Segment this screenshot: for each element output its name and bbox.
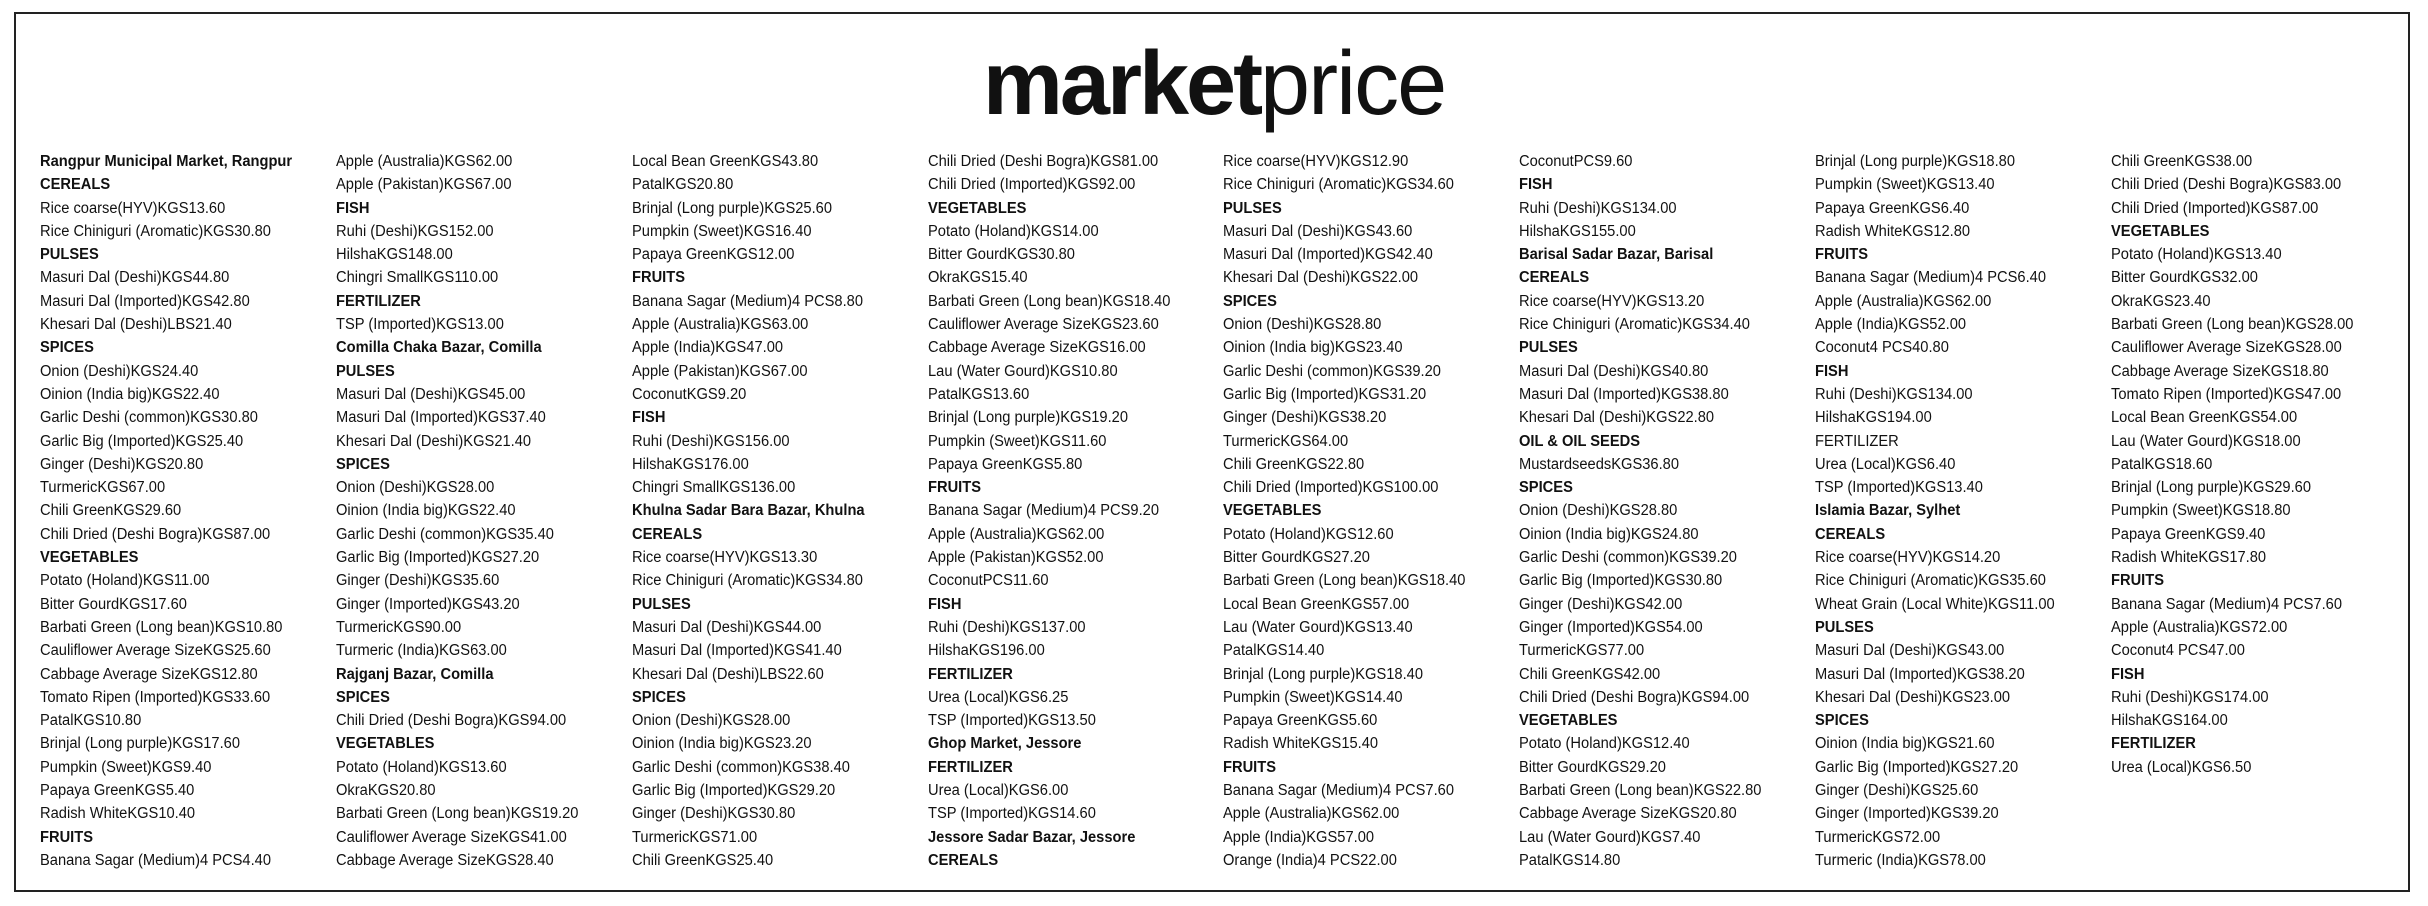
category-heading: SPICES xyxy=(1519,479,1573,497)
market-heading: Rajganj Bazar, Comilla xyxy=(336,665,494,683)
price-entry: Garlic Big (Imported)KGS25.40 xyxy=(40,432,244,450)
category-heading: CEREALS xyxy=(40,176,111,194)
price-entry: Khesari Dal (Deshi)KGS22.80 xyxy=(1519,409,1715,427)
price-entry: OkraKGS20.80 xyxy=(336,782,436,800)
price-entry: Ginger (Deshi)KGS20.80 xyxy=(40,455,204,473)
price-entry: Banana Sagar (Medium)4 PCS8.80 xyxy=(632,292,864,310)
price-entry: HilshaKGS194.00 xyxy=(1815,409,1932,427)
price-entry: Chili GreenKGS42.00 xyxy=(1519,665,1661,683)
price-entry: Masuri Dal (Deshi)KGS45.00 xyxy=(336,385,526,403)
price-entry: Radish WhiteKGS12.80 xyxy=(1815,222,1971,240)
price-entry: Urea (Local)KGS6.25 xyxy=(928,688,1069,706)
price-entry: Ruhi (Deshi)KGS134.00 xyxy=(1815,385,1973,403)
price-entry: Barbati Green (Long bean)KGS22.80 xyxy=(1519,782,1762,800)
price-entry: Brinjal (Long purple)KGS18.40 xyxy=(1223,665,1424,683)
price-entry: TurmericKGS64.00 xyxy=(1223,432,1349,450)
price-entry: CoconutPCS11.60 xyxy=(928,572,1049,590)
category-heading: PULSES xyxy=(336,362,395,380)
price-entry: Rice coarse(HYV)KGS13.30 xyxy=(632,549,818,567)
category-heading: OIL & OIL SEEDS xyxy=(1519,432,1641,450)
category-heading: CEREALS xyxy=(1815,525,1886,543)
market-heading: Comilla Chaka Bazar, Comilla xyxy=(336,339,542,357)
market-heading: Islamia Bazar, Sylhet xyxy=(1815,502,1961,520)
price-entry: HilshaKGS196.00 xyxy=(928,642,1045,660)
price-entry: Cauliflower Average SizeKGS25.60 xyxy=(40,642,271,660)
price-entry: Garlic Big (Imported)KGS29.20 xyxy=(632,782,836,800)
category-heading: FISH xyxy=(2111,665,2145,683)
category-heading: FRUITS xyxy=(2111,572,2165,590)
category-heading: FISH xyxy=(336,199,370,217)
price-entry: Chili Dried (Imported)KGS100.00 xyxy=(1223,479,1439,497)
price-entry: Ginger (Imported)KGS43.20 xyxy=(336,595,520,613)
price-entry: Masuri Dal (Imported)KGS42.80 xyxy=(40,292,250,310)
price-entry: Apple (Pakistan)KGS52.00 xyxy=(928,549,1104,567)
category-heading: FISH xyxy=(928,595,962,613)
price-entry: Bitter GourdKGS17.60 xyxy=(40,595,187,613)
price-entry: Lau (Water Gourd)KGS13.40 xyxy=(1223,618,1413,636)
price-entry: Urea (Local)KGS6.00 xyxy=(928,782,1069,800)
price-entry: Onion (Deshi)KGS28.00 xyxy=(336,479,495,497)
price-entry: HilshaKGS148.00 xyxy=(336,246,453,264)
market-heading: Rangpur Municipal Market, Rangpur xyxy=(40,153,293,170)
price-entry: MustardseedsKGS36.80 xyxy=(1519,455,1680,473)
price-entry: Coconut4 PCS40.80 xyxy=(1815,339,1949,357)
price-entry: Onion (Deshi)KGS28.80 xyxy=(1519,502,1678,520)
price-entry: Banana Sagar (Medium)4 PCS9.20 xyxy=(928,502,1160,520)
price-entry: Bitter GourdKGS27.20 xyxy=(1223,549,1370,567)
title-light-part: price xyxy=(1260,34,1446,134)
price-entry: Apple (Australia)KGS62.00 xyxy=(928,525,1105,543)
price-entry: Rice coarse(HYV)KGS13.20 xyxy=(1519,292,1705,310)
price-entry: Apple (Australia)KGS62.00 xyxy=(1815,292,1992,310)
price-entry: Khesari Dal (Deshi)LBS21.40 xyxy=(40,316,232,334)
price-entry: Apple (Australia)KGS72.00 xyxy=(2111,618,2288,636)
market-heading: Khulna Sadar Bara Bazar, Khulna xyxy=(632,502,865,520)
price-entry: Ruhi (Deshi)KGS152.00 xyxy=(336,222,494,240)
price-entry: Wheat Grain (Local White)KGS11.00 xyxy=(1815,595,2055,613)
category-heading: FRUITS xyxy=(1815,246,1869,264)
category-heading: FISH xyxy=(1519,176,1553,194)
price-entry: Ginger (Imported)KGS39.20 xyxy=(1815,805,1999,823)
price-entry: Pumpkin (Sweet)KGS18.80 xyxy=(2111,502,2291,520)
category-heading: VEGETABLES xyxy=(40,549,139,567)
price-entry: Brinjal (Long purple)KGS29.60 xyxy=(2111,479,2312,497)
price-entry: Ginger (Deshi)KGS35.60 xyxy=(336,572,500,590)
price-column xyxy=(1815,150,2105,872)
price-entry: Brinjal (Long purple)KGS19.20 xyxy=(928,409,1129,427)
price-entry: Masuri Dal (Deshi)KGS40.80 xyxy=(1519,362,1709,380)
price-entry: Masuri Dal (Imported)KGS42.40 xyxy=(1223,246,1433,264)
price-column xyxy=(1519,150,1809,872)
price-entry: Ginger (Imported)KGS54.00 xyxy=(1519,618,1703,636)
price-entry: Barbati Green (Long bean)KGS18.40 xyxy=(928,292,1171,310)
price-entry: Chili Dried (Deshi Bogra)KGS83.00 xyxy=(2111,176,2342,194)
price-entry: Urea (Local)KGS6.50 xyxy=(2111,758,2252,776)
price-entry: Brinjal (Long purple)KGS17.60 xyxy=(40,735,241,753)
category-heading: PULSES xyxy=(1815,618,1874,636)
price-entry: PatalKGS10.80 xyxy=(40,712,142,730)
price-entry: Chili Dried (Deshi Bogra)KGS87.00 xyxy=(40,525,271,543)
price-entry: Papaya GreenKGS5.60 xyxy=(1223,712,1378,730)
price-entry: Potato (Holand)KGS13.60 xyxy=(336,758,507,776)
price-entry: Barbati Green (Long bean)KGS18.40 xyxy=(1223,572,1466,590)
price-entry: Local Bean GreenKGS54.00 xyxy=(2111,409,2298,427)
price-entry: Cabbage Average SizeKGS18.80 xyxy=(2111,362,2329,380)
price-entry: Bitter GourdKGS29.20 xyxy=(1519,758,1666,776)
price-entry: Khesari Dal (Deshi)LBS22.60 xyxy=(632,665,824,683)
price-entry: Garlic Big (Imported)KGS27.20 xyxy=(336,549,540,567)
price-entry: Pumpkin (Sweet)KGS11.60 xyxy=(928,432,1107,450)
price-entry: Coconut4 PCS47.00 xyxy=(2111,642,2245,660)
category-heading: FRUITS xyxy=(1223,758,1277,776)
price-entry: Masuri Dal (Imported)KGS37.40 xyxy=(336,409,546,427)
category-heading: FERTILIZER xyxy=(2111,735,2196,753)
price-entry: Cabbage Average SizeKGS28.40 xyxy=(336,851,554,869)
price-entry: Ruhi (Deshi)KGS174.00 xyxy=(2111,688,2269,706)
price-entry: Banana Sagar (Medium)4 PCS7.60 xyxy=(2111,595,2343,613)
price-entry: Ruhi (Deshi)KGS134.00 xyxy=(1519,199,1677,217)
category-heading: PULSES xyxy=(632,595,691,613)
price-entry: Chili GreenKGS22.80 xyxy=(1223,455,1365,473)
price-entry: PatalKGS13.60 xyxy=(928,385,1030,403)
price-entry: Barbati Green (Long bean)KGS19.20 xyxy=(336,805,579,823)
price-entry: Rice Chiniguri (Aromatic)KGS34.60 xyxy=(1223,176,1454,194)
price-entry: Masuri Dal (Deshi)KGS44.80 xyxy=(40,269,230,287)
price-entry: Potato (Holand)KGS14.00 xyxy=(928,222,1099,240)
price-entry: Bitter GourdKGS30.80 xyxy=(928,246,1075,264)
page-title xyxy=(0,34,2428,134)
category-heading: FRUITS xyxy=(928,479,982,497)
price-entry: Rice coarse(HYV)KGS12.90 xyxy=(1223,153,1409,170)
category-heading: SPICES xyxy=(1815,712,1869,730)
price-entry: Oinion (India big)KGS24.80 xyxy=(1519,525,1699,543)
price-entry: Ginger (Deshi)KGS30.80 xyxy=(632,805,796,823)
price-column xyxy=(632,150,922,872)
market-heading: Jessore Sadar Bazar, Jessore xyxy=(928,828,1136,846)
price-entry: Chili Dried (Deshi Bogra)KGS94.00 xyxy=(336,712,567,730)
price-entry: Apple (Australia)KGS63.00 xyxy=(632,316,809,334)
market-heading: Ghop Market, Jessore xyxy=(928,735,1082,753)
price-entry: Potato (Holand)KGS12.60 xyxy=(1223,525,1394,543)
price-entry: Lau (Water Gourd)KGS18.00 xyxy=(2111,432,2301,450)
price-entry: Chili GreenKGS29.60 xyxy=(40,502,182,520)
price-entry: Apple (Pakistan)KGS67.00 xyxy=(632,362,808,380)
price-entry: PatalKGS14.80 xyxy=(1519,851,1621,869)
price-entry: Garlic Big (Imported)KGS31.20 xyxy=(1223,385,1427,403)
price-entry: Pumpkin (Sweet)KGS9.40 xyxy=(40,758,212,776)
price-entry: Garlic Deshi (common)KGS35.40 xyxy=(336,525,554,543)
price-entry: TurmericKGS90.00 xyxy=(336,618,462,636)
price-entry: Cabbage Average SizeKGS16.00 xyxy=(928,339,1146,357)
price-entry: Brinjal (Long purple)KGS25.60 xyxy=(632,199,833,217)
price-column xyxy=(40,150,330,872)
price-entry: Rice Chiniguri (Aromatic)KGS35.60 xyxy=(1815,572,2046,590)
price-entry: TurmericKGS72.00 xyxy=(1815,828,1941,846)
price-entry: TurmericKGS77.00 xyxy=(1519,642,1645,660)
price-columns xyxy=(40,150,2400,880)
price-entry: Ginger (Deshi)KGS38.20 xyxy=(1223,409,1387,427)
category-heading: VEGETABLES xyxy=(1519,712,1618,730)
price-entry: Oinion (India big)KGS22.40 xyxy=(40,385,220,403)
price-entry: Masuri Dal (Imported)KGS38.80 xyxy=(1519,385,1729,403)
category-heading: PULSES xyxy=(40,246,99,264)
price-entry: PatalKGS20.80 xyxy=(632,176,734,194)
price-entry: Papaya GreenKGS5.80 xyxy=(928,455,1083,473)
category-heading: PULSES xyxy=(1519,339,1578,357)
price-entry: PatalKGS14.40 xyxy=(1223,642,1325,660)
price-entry: TSP (Imported)KGS13.40 xyxy=(1815,479,1983,497)
price-entry: Banana Sagar (Medium)4 PCS7.60 xyxy=(1223,782,1455,800)
price-entry: TurmericKGS67.00 xyxy=(40,479,166,497)
category-heading: VEGETABLES xyxy=(2111,222,2210,240)
price-entry: TurmericKGS71.00 xyxy=(632,828,758,846)
price-entry: Papaya GreenKGS5.40 xyxy=(40,782,195,800)
price-entry: Pumpkin (Sweet)KGS14.40 xyxy=(1223,688,1403,706)
price-entry: Bitter GourdKGS32.00 xyxy=(2111,269,2258,287)
price-entry: Apple (Australia)KGS62.00 xyxy=(336,153,513,170)
price-entry: HilshaKGS164.00 xyxy=(2111,712,2228,730)
price-entry: Onion (Deshi)KGS24.40 xyxy=(40,362,199,380)
price-entry: PatalKGS18.60 xyxy=(2111,455,2213,473)
price-entry: Tomato Ripen (Imported)KGS47.00 xyxy=(2111,385,2342,403)
price-entry: Ginger (Deshi)KGS25.60 xyxy=(1815,782,1979,800)
category-heading: FISH xyxy=(632,409,666,427)
price-entry: Khesari Dal (Deshi)KGS21.40 xyxy=(336,432,532,450)
price-entry: Garlic Big (Imported)KGS30.80 xyxy=(1519,572,1723,590)
price-entry: Local Bean GreenKGS57.00 xyxy=(1223,595,1410,613)
price-entry: Masuri Dal (Imported)KGS38.20 xyxy=(1815,665,2025,683)
price-entry: Apple (Australia)KGS62.00 xyxy=(1223,805,1400,823)
price-entry: Onion (Deshi)KGS28.00 xyxy=(632,712,791,730)
price-column xyxy=(336,150,626,872)
price-entry: Chili GreenKGS25.40 xyxy=(632,851,774,869)
category-heading: SPICES xyxy=(336,688,390,706)
price-entry: Cauliflower Average SizeKGS41.00 xyxy=(336,828,567,846)
price-entry: Khesari Dal (Deshi)KGS23.00 xyxy=(1815,688,2011,706)
category-heading: VEGETABLES xyxy=(336,735,435,753)
price-entry: Potato (Holand)KGS11.00 xyxy=(40,572,210,590)
price-entry: HilshaKGS176.00 xyxy=(632,455,749,473)
price-entry: Rice Chiniguri (Aromatic)KGS34.40 xyxy=(1519,316,1750,334)
price-entry: Garlic Deshi (common)KGS38.40 xyxy=(632,758,850,776)
category-heading: FERTILIZER xyxy=(928,758,1013,776)
price-column xyxy=(1223,150,1513,872)
price-entry: Rice Chiniguri (Aromatic)KGS30.80 xyxy=(40,222,271,240)
price-entry: FERTILIZER xyxy=(1815,432,1899,450)
price-entry: Rice Chiniguri (Aromatic)KGS34.80 xyxy=(632,572,863,590)
price-entry: Garlic Deshi (common)KGS39.20 xyxy=(1223,362,1441,380)
price-entry: Cabbage Average SizeKGS12.80 xyxy=(40,665,258,683)
category-heading: FRUITS xyxy=(40,828,94,846)
price-entry: CoconutPCS9.60 xyxy=(1519,153,1633,170)
price-entry: Garlic Big (Imported)KGS27.20 xyxy=(1815,758,2019,776)
category-heading: CEREALS xyxy=(928,851,999,869)
price-entry: Chili Dried (Imported)KGS87.00 xyxy=(2111,199,2319,217)
price-entry: Papaya GreenKGS6.40 xyxy=(1815,199,1970,217)
price-entry: OkraKGS15.40 xyxy=(928,269,1028,287)
price-entry: Garlic Deshi (common)KGS30.80 xyxy=(40,409,258,427)
price-entry: Onion (Deshi)KGS28.80 xyxy=(1223,316,1382,334)
category-heading: VEGETABLES xyxy=(928,199,1027,217)
price-entry: Masuri Dal (Imported)KGS41.40 xyxy=(632,642,842,660)
category-heading: PULSES xyxy=(1223,199,1282,217)
price-entry: Apple (Pakistan)KGS67.00 xyxy=(336,176,512,194)
price-entry: Ruhi (Deshi)KGS156.00 xyxy=(632,432,790,450)
category-heading: FRUITS xyxy=(632,269,686,287)
price-entry: Cauliflower Average SizeKGS28.00 xyxy=(2111,339,2342,357)
price-column xyxy=(2111,150,2401,779)
price-entry: Radish WhiteKGS17.80 xyxy=(2111,549,2267,567)
price-entry: Khesari Dal (Deshi)KGS22.00 xyxy=(1223,269,1419,287)
price-entry: Masuri Dal (Deshi)KGS44.00 xyxy=(632,618,822,636)
price-entry: Masuri Dal (Deshi)KGS43.60 xyxy=(1223,222,1413,240)
price-column xyxy=(928,150,1218,872)
price-entry: Cabbage Average SizeKGS20.80 xyxy=(1519,805,1737,823)
price-entry: Turmeric (India)KGS78.00 xyxy=(1815,851,1986,869)
category-heading: SPICES xyxy=(632,688,686,706)
price-entry: Brinjal (Long purple)KGS18.80 xyxy=(1815,153,2016,170)
price-entry: Chingri SmallKGS110.00 xyxy=(336,269,499,287)
price-entry: Banana Sagar (Medium)4 PCS4.40 xyxy=(40,851,272,869)
price-entry: TSP (Imported)KGS13.00 xyxy=(336,316,504,334)
price-entry: Oinion (India big)KGS23.40 xyxy=(1223,339,1403,357)
price-entry: HilshaKGS155.00 xyxy=(1519,222,1636,240)
price-entry: CoconutKGS9.20 xyxy=(632,385,747,403)
price-entry: Garlic Deshi (common)KGS39.20 xyxy=(1519,549,1737,567)
price-entry: TSP (Imported)KGS13.50 xyxy=(928,712,1096,730)
price-entry: Ginger (Deshi)KGS42.00 xyxy=(1519,595,1683,613)
price-entry: Turmeric (India)KGS63.00 xyxy=(336,642,507,660)
price-entry: Lau (Water Gourd)KGS10.80 xyxy=(928,362,1118,380)
price-entry: Tomato Ripen (Imported)KGS33.60 xyxy=(40,688,271,706)
price-entry: Local Bean GreenKGS43.80 xyxy=(632,153,819,170)
price-entry: Apple (India)KGS47.00 xyxy=(632,339,784,357)
price-entry: Radish WhiteKGS10.40 xyxy=(40,805,196,823)
price-entry: Pumpkin (Sweet)KGS16.40 xyxy=(632,222,812,240)
price-entry: Orange (India)4 PCS22.00 xyxy=(1223,851,1397,869)
category-heading: FERTILIZER xyxy=(928,665,1013,683)
price-entry: Papaya GreenKGS9.40 xyxy=(2111,525,2266,543)
price-entry: Ruhi (Deshi)KGS137.00 xyxy=(928,618,1086,636)
price-entry: Chingri SmallKGS136.00 xyxy=(632,479,796,497)
price-entry: TSP (Imported)KGS14.60 xyxy=(928,805,1096,823)
price-entry: Pumpkin (Sweet)KGS13.40 xyxy=(1815,176,1995,194)
market-heading: Barisal Sadar Bazar, Barisal xyxy=(1519,246,1714,264)
price-entry: Papaya GreenKGS12.00 xyxy=(632,246,795,264)
price-entry: Rice coarse(HYV)KGS14.20 xyxy=(1815,549,2001,567)
title-bold-part: market xyxy=(982,34,1261,134)
category-heading: CEREALS xyxy=(1519,269,1590,287)
price-entry: Oinion (India big)KGS21.60 xyxy=(1815,735,1995,753)
price-entry: Banana Sagar (Medium)4 PCS6.40 xyxy=(1815,269,2047,287)
price-entry: Potato (Holand)KGS12.40 xyxy=(1519,735,1690,753)
price-entry: Chili Dried (Deshi Bogra)KGS81.00 xyxy=(928,153,1159,170)
price-entry: Apple (India)KGS57.00 xyxy=(1223,828,1375,846)
category-heading: SPICES xyxy=(40,339,94,357)
price-entry: Barbati Green (Long bean)KGS28.00 xyxy=(2111,316,2354,334)
category-heading: FISH xyxy=(1815,362,1849,380)
price-entry: Cauliflower Average SizeKGS23.60 xyxy=(928,316,1159,334)
price-entry: Chili Dried (Deshi Bogra)KGS94.00 xyxy=(1519,688,1750,706)
category-heading: CEREALS xyxy=(632,525,703,543)
category-heading: SPICES xyxy=(1223,292,1277,310)
price-entry: Chili GreenKGS38.00 xyxy=(2111,153,2253,170)
category-heading: VEGETABLES xyxy=(1223,502,1322,520)
price-entry: Rice coarse(HYV)KGS13.60 xyxy=(40,199,226,217)
price-entry: Masuri Dal (Deshi)KGS43.00 xyxy=(1815,642,2005,660)
category-heading: SPICES xyxy=(336,455,390,473)
price-entry: Oinion (India big)KGS23.20 xyxy=(632,735,812,753)
category-heading: FERTILIZER xyxy=(336,292,421,310)
price-entry: Lau (Water Gourd)KGS7.40 xyxy=(1519,828,1701,846)
price-entry: Urea (Local)KGS6.40 xyxy=(1815,455,1956,473)
price-entry: Potato (Holand)KGS13.40 xyxy=(2111,246,2282,264)
price-entry: Barbati Green (Long bean)KGS10.80 xyxy=(40,618,283,636)
price-entry: Chili Dried (Imported)KGS92.00 xyxy=(928,176,1136,194)
price-entry: OkraKGS23.40 xyxy=(2111,292,2211,310)
price-entry: Apple (India)KGS52.00 xyxy=(1815,316,1967,334)
price-entry: Oinion (India big)KGS22.40 xyxy=(336,502,516,520)
price-entry: Radish WhiteKGS15.40 xyxy=(1223,735,1379,753)
